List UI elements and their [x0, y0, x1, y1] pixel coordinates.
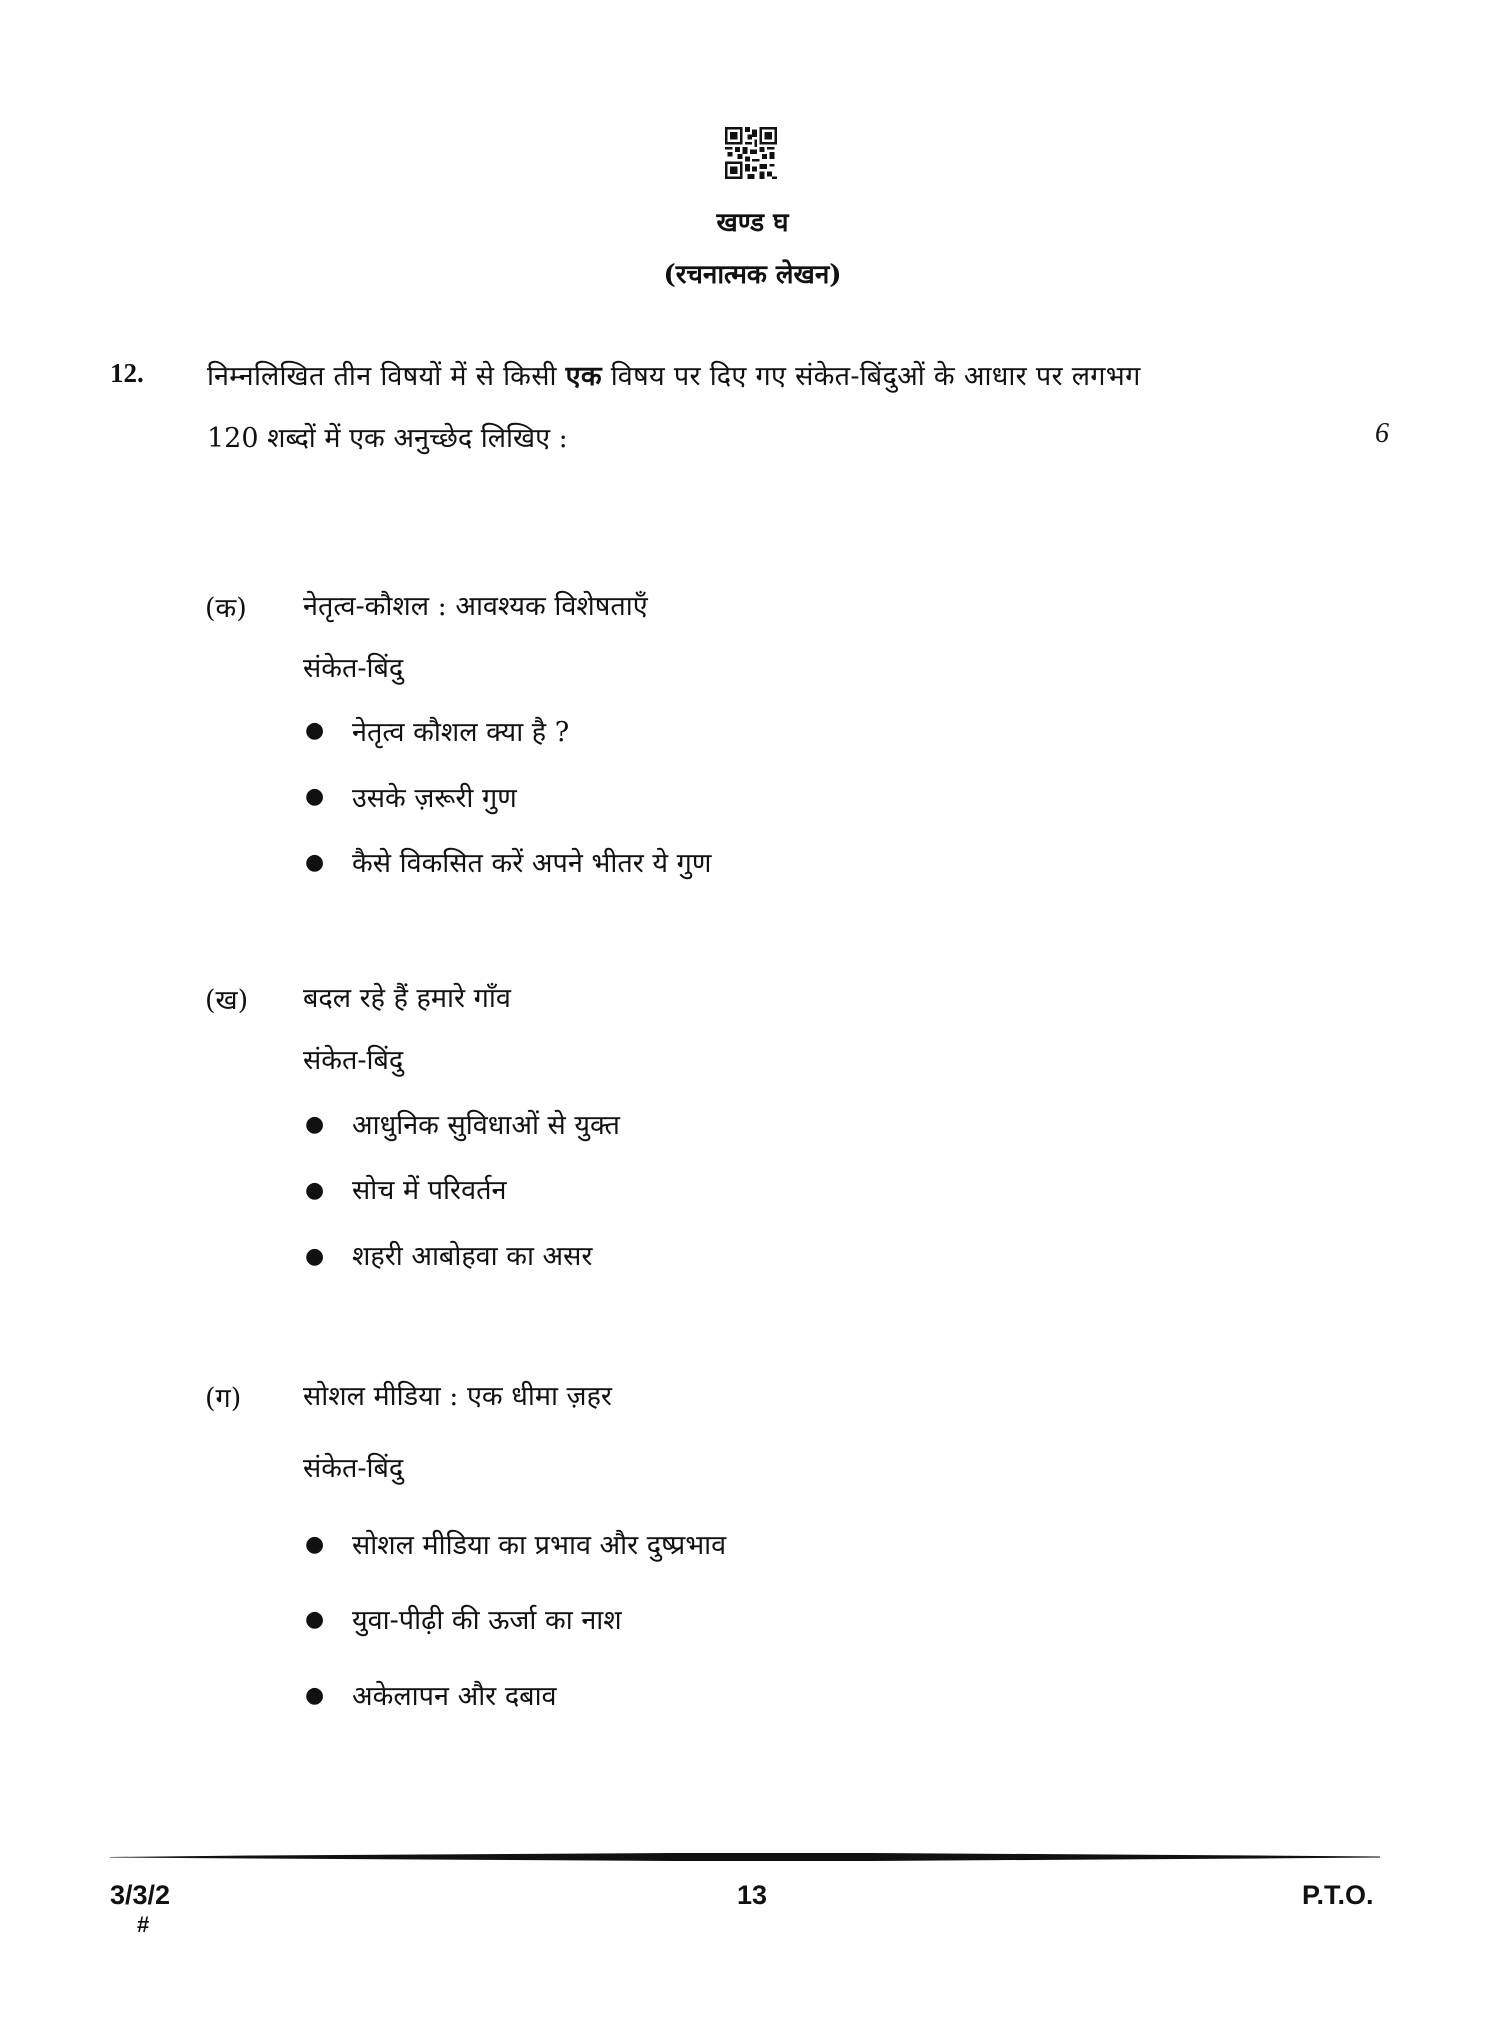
- hint-point: अकेलापन और दबाव: [352, 1681, 557, 1712]
- option-label: (ख): [205, 985, 249, 1016]
- question-text-part: विषय पर दिए गए संकेत-बिंदुओं के आधार पर लगभग: [601, 361, 1141, 392]
- qr-code-icon: [725, 127, 777, 179]
- bullet-icon: ●: [305, 1112, 325, 1137]
- hint-point: सोच में परिवर्तन: [352, 1175, 507, 1206]
- hint-label: संकेत-बिंदु: [303, 1453, 404, 1484]
- hint-point: शहरी आबोहवा का असर: [352, 1241, 593, 1272]
- option-topic: नेतृत्व-कौशल : आवश्यक विशेषताएँ: [303, 591, 648, 622]
- option-label: (ग): [205, 1383, 242, 1414]
- option-label: (क): [205, 593, 247, 624]
- footer-paper-code: 3/3/2: [110, 1880, 171, 1910]
- hint-point: नेतृत्व कौशल क्या है ?: [352, 717, 570, 748]
- hint-point: उसके ज़रूरी गुण: [352, 783, 517, 814]
- hint-point: सोशल मीडिया का प्रभाव और दुष्प्रभाव: [352, 1530, 727, 1561]
- bullet-icon: ●: [305, 784, 325, 809]
- hint-label: संकेत-बिंदु: [303, 653, 404, 684]
- bullet-icon: ●: [305, 1532, 325, 1557]
- question-marks: 6: [1375, 418, 1389, 449]
- question-text-line1: [207, 356, 1141, 393]
- question-text-part: निम्नलिखित तीन विषयों में से किसी: [207, 361, 566, 392]
- hint-point: युवा-पीढ़ी की ऊर्जा का नाश: [352, 1605, 622, 1636]
- option-topic: बदल रहे हैं हमारे गाँव: [303, 983, 511, 1014]
- bullet-icon: ●: [305, 1683, 325, 1708]
- bullet-icon: ●: [305, 1244, 325, 1269]
- bullet-icon: ●: [305, 718, 325, 743]
- bullet-icon: ●: [305, 850, 325, 875]
- section-title: खण्ड घ: [716, 208, 789, 238]
- bullet-icon: ●: [305, 1607, 325, 1632]
- option-topic: सोशल मीडिया : एक धीमा ज़हर: [303, 1381, 612, 1412]
- footer-page-number: 13: [737, 1880, 768, 1910]
- question-text-line2: 120 शब्दों में एक अनुच्छेद लिखिए :: [207, 423, 568, 454]
- footer-divider: [110, 1852, 1380, 1862]
- question-text-emphasis: एक: [565, 361, 602, 392]
- bullet-icon: ●: [305, 1178, 325, 1203]
- hint-point: कैसे विकसित करें अपने भीतर ये गुण: [352, 848, 712, 879]
- section-subtitle: (रचनात्मक लेखन): [663, 260, 842, 290]
- footer-hash: #: [137, 1912, 150, 1937]
- question-number: 12.: [110, 358, 144, 388]
- footer-pto: P.T.O.: [1302, 1880, 1374, 1910]
- hint-point: आधुनिक सुविधाओं से युक्त: [352, 1110, 620, 1141]
- hint-label: संकेत-बिंदु: [303, 1045, 404, 1076]
